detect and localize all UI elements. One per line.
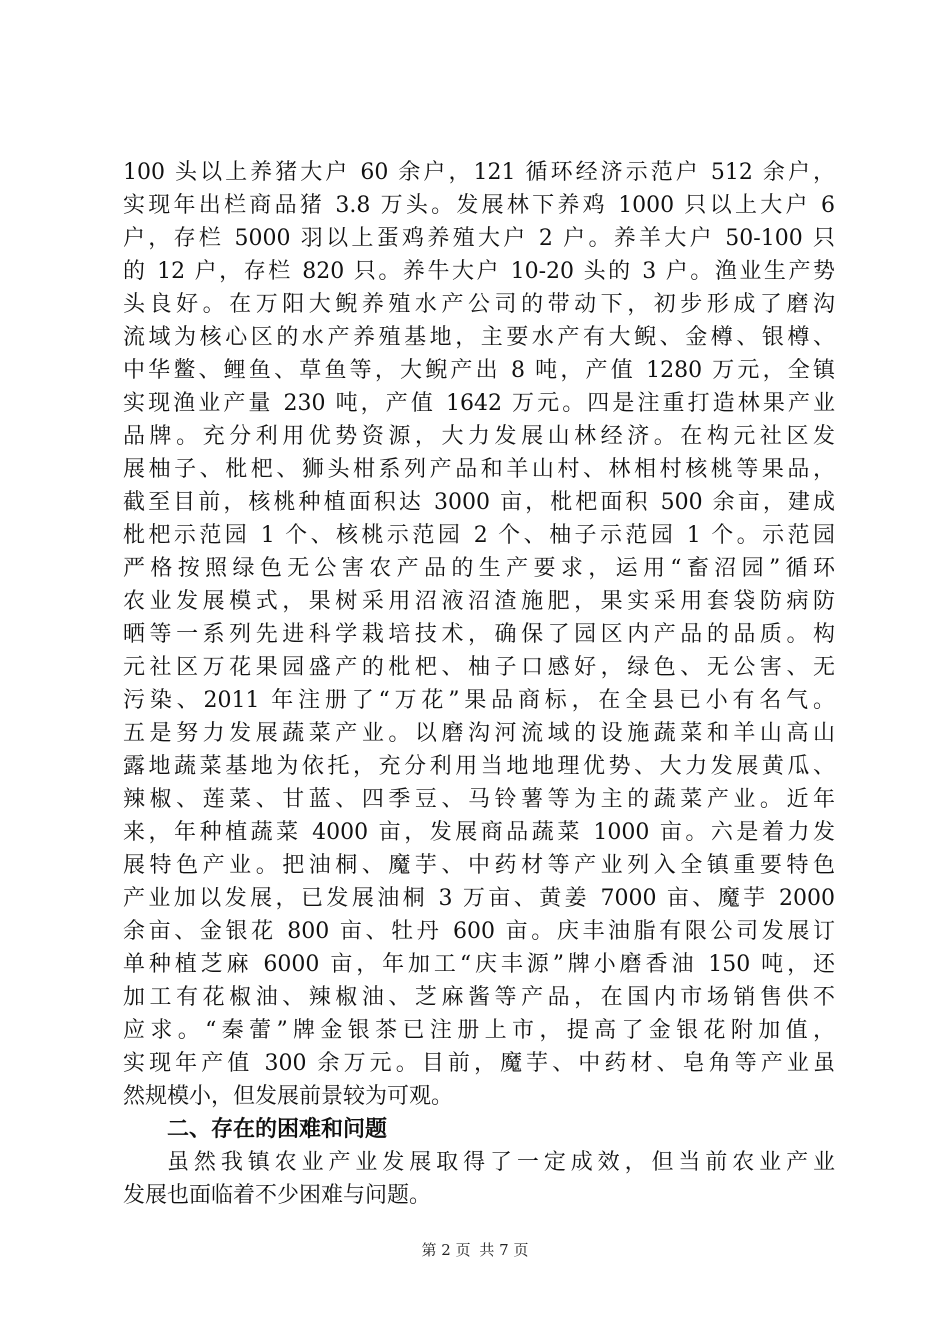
paragraph-line: 产业加以发展，已发展油桐 3 万亩、黄姜 7000 亩、魔芋 2000 [123,886,835,911]
paragraph-line: 严格按照绿色无公害农产品的生产要求，运用“畜沼园”循环 [123,556,835,581]
paragraph-line: 的 12 户，存栏 820 只。养牛大户 10-20 头的 3 户。渔业生产势 [123,259,835,284]
paragraph-line: 100 头以上养猪大户 60 余户，121 循环经济示范户 512 余户， [123,160,835,185]
paragraph-line: 晒等一系列先进科学栽培技术，确保了园区内产品的品质。构 [123,622,835,647]
paragraph-line: 展特色产业。把油桐、魔芋、中药材等产业列入全镇重要特色 [123,853,835,878]
document-body [123,156,835,1212]
paragraph-line: 露地蔬菜基地为依托，充分利用当地地理优势、大力发展黄瓜、 [123,754,835,779]
paragraph-line: 加工有花椒油、辣椒油、芝麻酱等产品，在国内市场销售供不 [123,985,835,1010]
paragraph-line: 中华鳖、鲤鱼、草鱼等，大鲵产出 8 吨，产值 1280 万元，全镇 [123,358,835,383]
paragraph-line: 实现年出栏商品猪 3.8 万头。发展林下养鸡 1000 只以上大户 6 [123,193,835,218]
paragraph-line: 枇杷示范园 1 个、核桃示范园 2 个、柚子示范园 1 个。示范园 [123,523,835,548]
paragraph-line: 余亩、金银花 800 亩、牡丹 600 亩。庆丰油脂有限公司发展订 [123,919,835,944]
paragraph-line: 污染、2011 年注册了“万花”果品商标，在全县已小有名气。 [123,688,835,713]
paragraph-line: 来，年种植蔬菜 4000 亩，发展商品蔬菜 1000 亩。六是着力发 [123,820,835,845]
paragraph-line: 辣椒、莲菜、甘蓝、四季豆、马铃薯等为主的蔬菜产业。近年 [123,787,835,812]
paragraph-line: 实现年产值 300 余万元。目前，魔芋、中药材、皂角等产业虽 [123,1051,835,1076]
paragraph-line: 实现渔业产量 230 吨，产值 1642 万元。四是注重打造林果产业 [123,391,835,416]
section-heading: 二、存在的困难和问题 [167,1117,388,1142]
paragraph-line: 品牌。充分利用优势资源，大力发展山林经济。在构元社区发 [123,424,835,449]
paragraph-line: 单种植芝麻 6000 亩，年加工“庆丰源”牌小磨香油 150 吨，还 [123,952,835,977]
paragraph-line: 元社区万花果园盛产的枇杷、柚子口感好，绿色、无公害、无 [123,655,835,680]
paragraph-line: 然规模小，但发展前景较为可观。 [123,1084,454,1109]
page-number: 第 2 页 [421,1241,471,1259]
page-total: 共 7 页 [479,1241,529,1259]
paragraph-line: 发展也面临着不少困难与问题。 [123,1183,432,1208]
paragraph-line: 截至目前，核桃种植面积达 3000 亩，枇杷面积 500 余亩，建成 [123,490,835,515]
paragraph-line: 头良好。在万阳大鲵养殖水产公司的带动下，初步形成了磨沟 [123,292,835,317]
paragraph-line: 应求。“秦蕾”牌金银茶已注册上市，提高了金银花附加值， [123,1018,835,1043]
paragraph-line: 五是努力发展蔬菜产业。以磨沟河流域的设施蔬菜和羊山高山 [123,721,835,746]
page-footer [0,1240,950,1260]
paragraph-line: 展柚子、枇杷、狮头柑系列产品和羊山村、林相村核桃等果品， [123,457,835,482]
paragraph-line: 虽然我镇农业产业发展取得了一定成效，但当前农业产业 [167,1150,835,1175]
paragraph-line: 流域为核心区的水产养殖基地，主要水产有大鲵、金樽、银樽、 [123,325,835,350]
paragraph-line: 农业发展模式，果树采用沼液沼渣施肥，果实采用套袋防病防 [123,589,835,614]
paragraph-line: 户，存栏 5000 羽以上蛋鸡养殖大户 2 户。养羊大户 50-100 只 [123,226,835,251]
